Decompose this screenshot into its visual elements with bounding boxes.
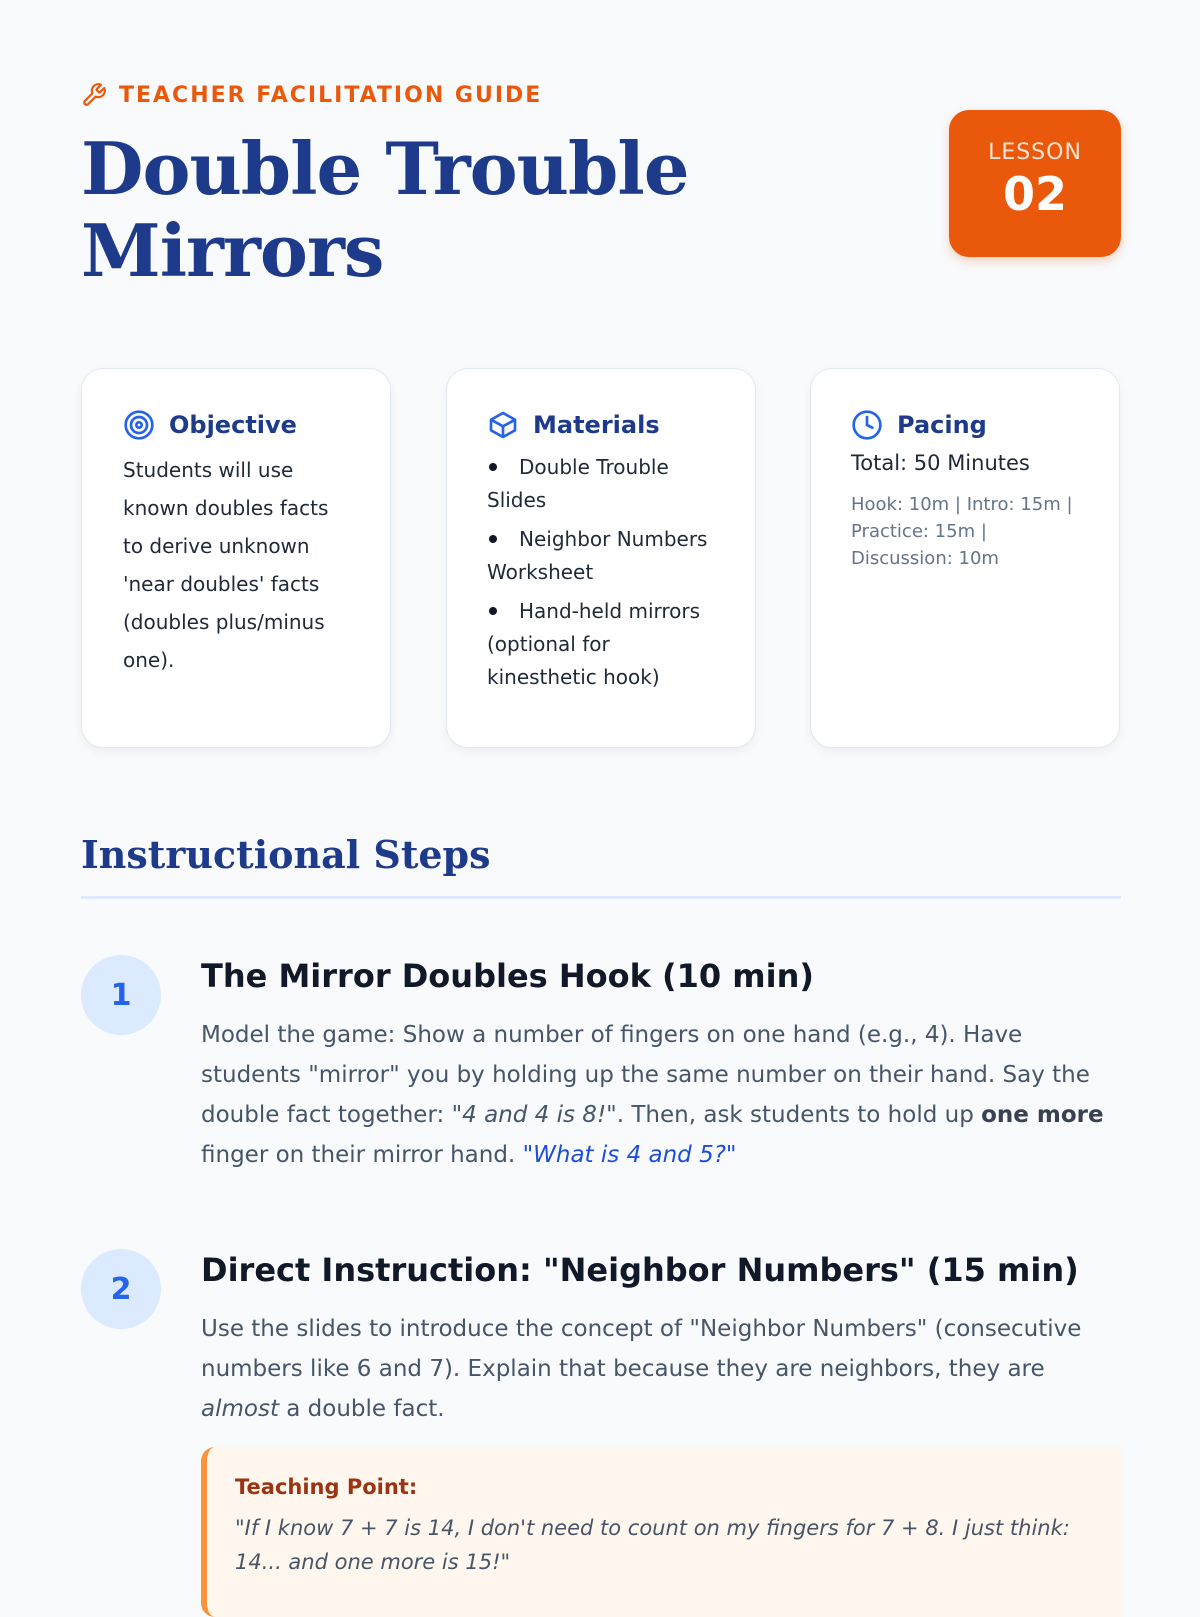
section-divider — [81, 896, 1121, 899]
materials-list — [487, 451, 717, 694]
box-icon — [487, 409, 519, 441]
pacing-card — [810, 368, 1120, 748]
list-item: Neighbor Numbers Worksheet — [487, 527, 708, 584]
wrench-icon — [81, 82, 107, 108]
clock-icon — [851, 409, 883, 441]
list-item: Hand-held mirrors (optional for kinesthetic hook) — [487, 599, 701, 689]
page-title: Double Trouble Mirrors — [81, 126, 689, 293]
callout-label: Teaching Point: — [235, 1475, 418, 1499]
section-title: Instructional Steps — [81, 832, 491, 877]
materials-header — [487, 409, 717, 441]
step-description: Use the slides to introduce the concept of "Neighbor Numbers" (consecutive numbers like 6 and 7). Explain that because they are neighbors, they are almost a double fact. — [201, 1316, 1082, 1422]
step-number-badge: 1 — [81, 955, 161, 1035]
lesson-number: 02 — [1002, 167, 1067, 221]
teaching-point-callout — [201, 1447, 1121, 1617]
objective-text: Students will use known doubles facts to derive unknown 'near doubles' facts (doubles plus/minus one). — [123, 458, 329, 672]
eyebrow-text: TEACHER FACILITATION GUIDE — [119, 82, 543, 108]
target-icon — [123, 409, 155, 441]
pacing-title: Pacing — [897, 411, 987, 439]
lesson-badge — [949, 110, 1121, 257]
step-title: Direct Instruction: "Neighbor Numbers" (15 min) — [201, 1251, 1079, 1289]
pacing-total: Total: 50 Minutes — [851, 451, 1030, 475]
objective-card — [81, 368, 391, 748]
objective-title: Objective — [169, 411, 297, 439]
pacing-detail: Hook: 10m | Intro: 15m | Practice: 15m | Discussion: 10m — [851, 494, 1073, 569]
guide-eyebrow — [81, 82, 542, 108]
materials-title: Materials — [533, 411, 660, 439]
list-item: Double Trouble Slides — [487, 455, 669, 512]
step-number-badge: 2 — [81, 1249, 161, 1329]
materials-card — [446, 368, 756, 748]
step-title: The Mirror Doubles Hook (10 min) — [201, 957, 815, 995]
step-description: Model the game: Show a number of fingers on one hand (e.g., 4). Have students "mirror" you by holding up the same number on their hand. Say the double fact together: "4 and 4 is 8!". Then, ask students to hold up one more finger on their mirror hand. "What is 4 and 5?" — [201, 1022, 1104, 1168]
lesson-label: LESSON — [988, 140, 1082, 165]
objective-header — [123, 409, 352, 441]
callout-text: "If I know 7 + 7 is 14, I don't need to count on my fingers for 7 + 8. I just think: 14... and one more is 15!" — [235, 1516, 1070, 1574]
pacing-header — [851, 409, 1081, 441]
